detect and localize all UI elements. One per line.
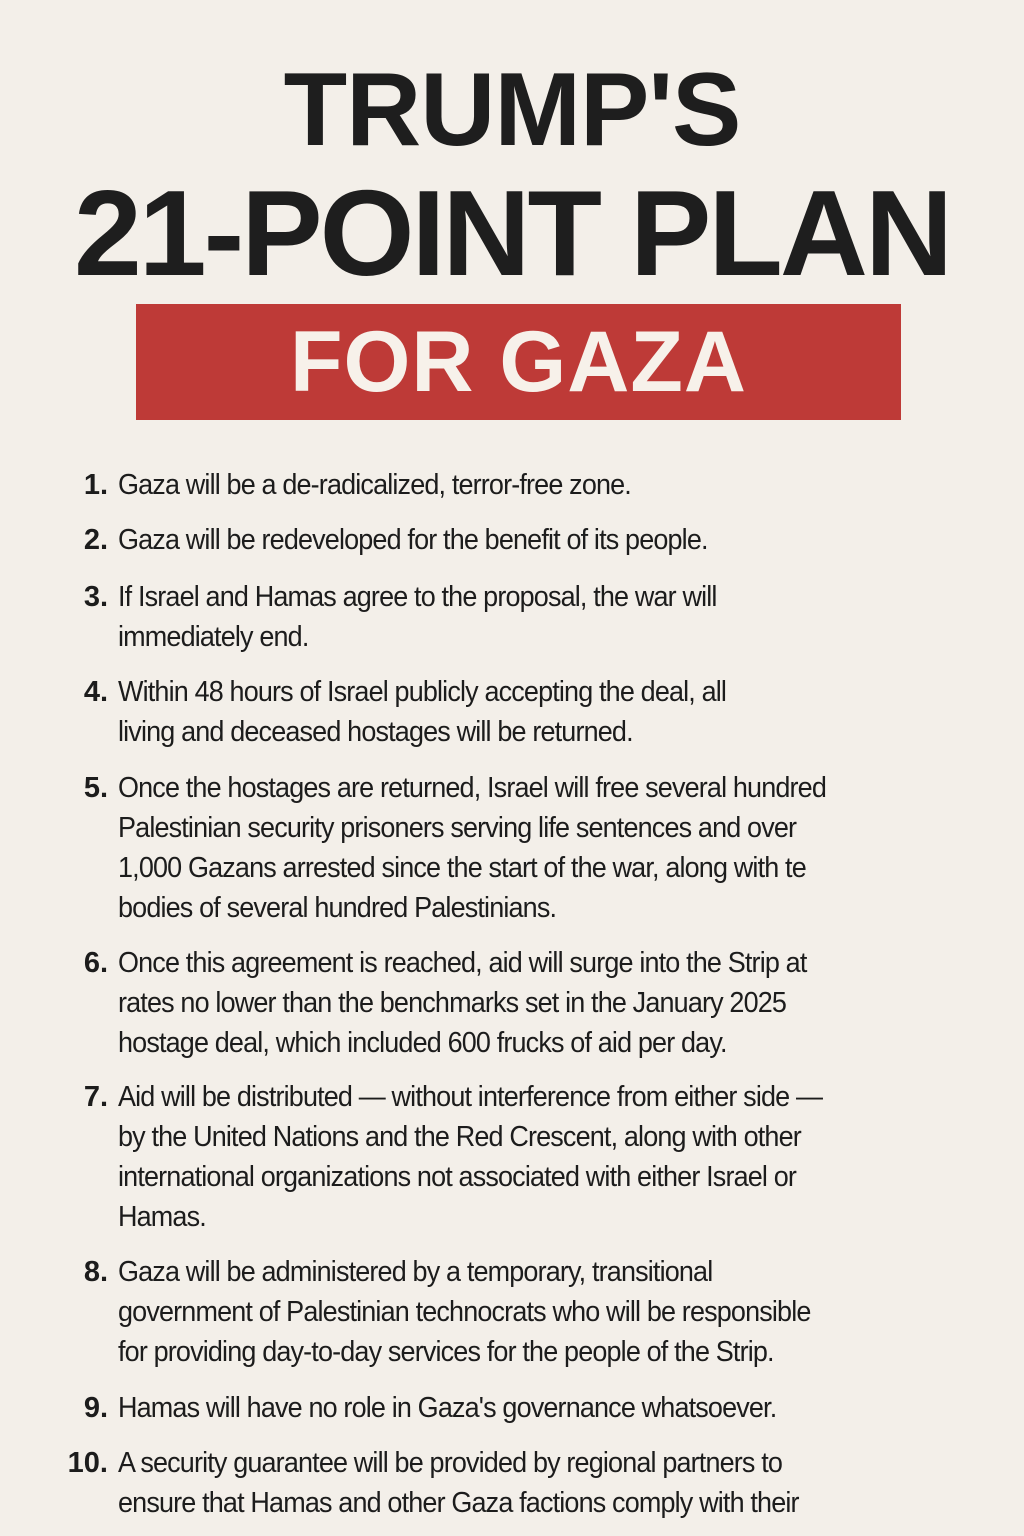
point-text-line: Once this agreement is reached, aid will surge into the Strip at: [118, 947, 807, 979]
banner-text: FOR GAZA: [289, 313, 748, 410]
point-text-line: rates no lower than the benchmarks set in the January 2025: [118, 987, 787, 1019]
point-text-line: immediately end.: [118, 621, 309, 653]
point-number: 4.: [83, 676, 108, 708]
point-text: [118, 1252, 863, 1372]
point-text: [118, 768, 879, 928]
point-text: [118, 1077, 875, 1237]
point-text-line: international organizations not associated with either Israel or: [118, 1161, 797, 1193]
point-text: [118, 520, 752, 560]
point-number: 9.: [83, 1392, 108, 1424]
point-number: 8.: [83, 1256, 108, 1288]
point-text: [118, 1388, 826, 1428]
point-number: 1.: [83, 469, 108, 501]
title-line-2: 21-POINT PLAN: [73, 165, 951, 301]
title-line-1: TRUMP'S: [283, 52, 741, 168]
point-text-line: Hamas.: [118, 1201, 206, 1233]
point-text-line: Once the hostages are returned, Israel will free several hundred: [118, 772, 827, 804]
point-number: 7.: [83, 1081, 108, 1113]
point-number: 6.: [83, 947, 108, 979]
point-text-line: 1,000 Gazans arrested since the start of the war, along with te: [118, 852, 806, 884]
point-number: 2.: [83, 524, 108, 556]
point-number: 3.: [83, 581, 108, 613]
point-text-line: for providing day-to-day services for the people of the Strip.: [118, 1336, 774, 1368]
point-text-line: Gaza will be a de-radicalized, terror-free zone.: [118, 469, 631, 501]
point-number: 10.: [67, 1447, 108, 1479]
point-text-line: Within 48 hours of Israel publicly accepting the deal, all: [118, 676, 727, 708]
point-text-line: Hamas will have no role in Gaza's governance whatsoever.: [118, 1392, 777, 1424]
point-text-line: hostage deal, which included 600 frucks of aid per day.: [118, 1027, 727, 1059]
title-banner: [136, 304, 901, 420]
point-text: [118, 577, 762, 657]
point-text-line: ensure that Hamas and other Gaza factions comply with their: [118, 1487, 799, 1519]
point-text-line: government of Palestinian technocrats who will be responsible: [118, 1296, 811, 1328]
point-text-line: Palestinian security prisoners serving life sentences and over: [118, 812, 797, 844]
point-text: [118, 465, 670, 505]
point-text-line: bodies of several hundred Palestinians.: [118, 892, 557, 924]
point-text: [118, 672, 772, 752]
point-text-line: If Israel and Hamas agree to the proposal, the war will: [118, 581, 717, 613]
point-text: [118, 943, 858, 1063]
point-number: 5.: [83, 772, 108, 804]
point-text-line: living and deceased hostages will be returned.: [118, 716, 633, 748]
point-text-line: Gaza will be redeveloped for the benefit of its people.: [118, 524, 708, 556]
point-text: [118, 1443, 850, 1523]
point-text-line: Gaza will be administered by a temporary, transitional: [118, 1256, 713, 1288]
point-text-line: Aid will be distributed — without interference from either side —: [118, 1081, 823, 1113]
point-text-line: by the United Nations and the Red Crescent, along with other: [118, 1121, 801, 1153]
point-text-line: A security guarantee will be provided by regional partners to: [118, 1447, 783, 1479]
